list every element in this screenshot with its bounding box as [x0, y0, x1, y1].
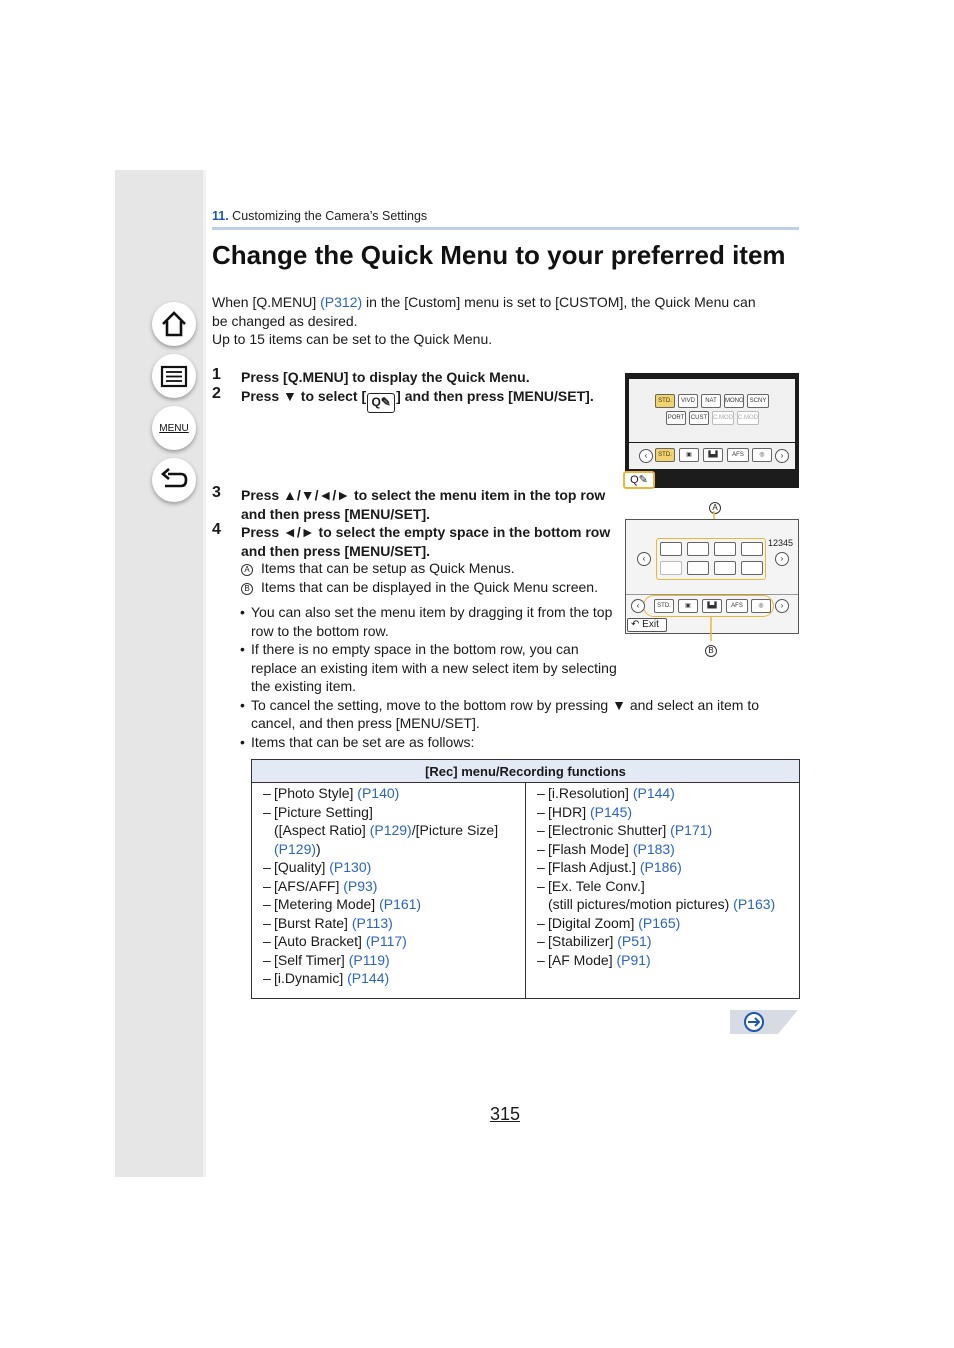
- dash-marker: –: [537, 822, 545, 838]
- page-link[interactable]: (P51): [617, 933, 652, 949]
- item-text: [Photo Style]: [274, 785, 358, 801]
- item-text: [Burst Rate]: [274, 914, 352, 931]
- list-icon: [159, 361, 189, 391]
- callout-marker: A: [709, 502, 721, 514]
- dash-marker: –: [263, 914, 271, 931]
- dash-marker: –: [537, 933, 545, 949]
- page-link[interactable]: (P117): [365, 933, 407, 949]
- list-item: [252, 951, 525, 970]
- screen-item: CUST: [689, 411, 709, 425]
- screen-item-icon: [714, 561, 736, 575]
- dash-marker: –: [263, 877, 271, 894]
- dash-marker: –: [537, 785, 545, 801]
- intro-paragraph: [212, 293, 802, 349]
- callout-marker: A: [241, 564, 253, 576]
- next-arrow-icon: [730, 1010, 798, 1034]
- menu-button[interactable]: [152, 406, 196, 450]
- step-text: Press [Q.MENU] to display the Quick Menu.: [241, 369, 530, 385]
- step-number: 1: [212, 366, 221, 383]
- page-link[interactable]: (P93): [343, 877, 378, 894]
- item-text: [Electronic Shutter]: [548, 822, 671, 838]
- breadcrumb: [212, 209, 427, 223]
- step-text-part: Press ▼ to select [: [241, 388, 367, 404]
- dash-marker: –: [537, 803, 545, 820]
- list-item: [252, 895, 525, 914]
- note-a: [241, 559, 515, 578]
- back-arrow-icon: [159, 465, 189, 495]
- next-page-button[interactable]: [730, 1010, 798, 1034]
- screen-item: ◎: [752, 448, 772, 462]
- dash-marker: –: [537, 877, 545, 894]
- item-text: [Flash Adjust.]: [548, 859, 640, 875]
- sidebar-divider: [203, 170, 206, 1177]
- dash-marker: –: [537, 859, 545, 875]
- screen-item: STD.: [654, 599, 674, 613]
- step-text: Press ▲/▼/◄/► to select the menu item in the top row and then press [MENU/SET].: [241, 487, 606, 522]
- step-text-part: ] and then press [MENU/SET].: [396, 388, 594, 404]
- list-item: [252, 858, 525, 877]
- screen-item: C.MOD: [737, 411, 759, 425]
- chevron-left-icon: ‹: [631, 599, 645, 613]
- dash-marker: –: [537, 840, 545, 857]
- page-link[interactable]: (P144): [347, 970, 390, 986]
- page-link[interactable]: (P129): [274, 840, 317, 857]
- page-link[interactable]: (P312): [320, 294, 363, 310]
- chapter-number: 11.: [212, 209, 229, 223]
- quick-menu-custom-icon: Q✎: [623, 471, 655, 489]
- contents-button[interactable]: [152, 354, 196, 398]
- back-button[interactable]: [152, 458, 196, 502]
- screen-item: VIVD: [678, 394, 698, 408]
- dash-marker: –: [537, 914, 545, 931]
- home-button[interactable]: [152, 302, 196, 346]
- dash-marker: –: [263, 859, 271, 875]
- step-number: 3: [212, 484, 221, 501]
- screen-item: STD.: [655, 448, 675, 462]
- page-link[interactable]: (P163): [733, 896, 776, 912]
- step-number: 2: [212, 385, 221, 402]
- list-item: [526, 858, 799, 877]
- list-item: [252, 877, 525, 896]
- item-text: (still pictures/motion pictures): [548, 896, 734, 912]
- quick-menu-custom-icon: Q✎: [367, 393, 395, 413]
- dash-marker: –: [263, 785, 271, 801]
- item-text: [HDR]: [548, 803, 590, 820]
- list-item: [526, 840, 799, 859]
- dash-marker: –: [263, 933, 271, 949]
- item-text: ([Aspect Ratio]: [274, 822, 370, 838]
- note-text: Items that can be displayed in the Quick Menu screen.: [261, 579, 598, 595]
- page-link[interactable]: (P129): [369, 822, 412, 838]
- list-item: [526, 803, 799, 822]
- camera-screen-1: [625, 373, 799, 488]
- page-number: 315: [490, 1104, 521, 1124]
- bullet-item: • If there is no empty space in the bottom row, you can replace an existing item with a new select item by selecting the existing item.: [240, 640, 620, 696]
- screen-item: AFS: [727, 448, 749, 462]
- dash-marker: –: [263, 803, 271, 820]
- item-text: [Digital Zoom]: [548, 914, 639, 931]
- list-item: [526, 951, 799, 970]
- page-link[interactable]: (P161): [379, 896, 422, 912]
- list-item: [252, 914, 525, 933]
- item-text: [Ex. Tele Conv.]: [548, 877, 645, 894]
- item-text: ): [316, 840, 321, 857]
- dash-marker: –: [263, 951, 271, 968]
- page-link[interactable]: (P144): [632, 785, 675, 801]
- screen-item: NAT: [701, 394, 721, 408]
- list-item: [252, 821, 525, 840]
- screen-item: ▙▟: [703, 448, 723, 462]
- exit-label: Exit: [642, 619, 659, 630]
- header-rule: [212, 227, 799, 230]
- screen-item: ◎: [751, 599, 771, 613]
- screen-item: ▣: [678, 599, 698, 613]
- step-text: Press ◄/► to select the empty space in the bottom row and then press [MENU/SET].: [241, 524, 611, 559]
- item-text: [Metering Mode]: [274, 896, 380, 912]
- chevron-right-icon: ›: [775, 449, 789, 463]
- screen-item: AFS: [726, 599, 748, 613]
- screen-item-icon: [660, 561, 682, 575]
- item-text: /[Picture Size]: [411, 822, 499, 838]
- screen-item: SCNY: [747, 394, 769, 408]
- list-item: [252, 840, 525, 859]
- screen-item: C.MOD: [712, 411, 734, 425]
- item-text: [AFS/AFF]: [274, 877, 344, 894]
- list-item: [252, 803, 525, 822]
- callout-marker: B: [705, 645, 717, 657]
- intro-text: in the [Custom] menu is set to [CUSTOM], the Quick Menu can: [362, 294, 756, 310]
- item-text: [i.Resolution]: [548, 785, 633, 801]
- page-link[interactable]: (P186): [639, 859, 682, 875]
- table-column-left: [252, 783, 526, 999]
- intro-text: Up to 15 items can be set to the Quick Menu.: [212, 331, 493, 347]
- intro-text: When [Q.MENU]: [212, 294, 321, 310]
- page-link[interactable]: (P130): [329, 859, 372, 875]
- screen-item-icon: [687, 542, 709, 556]
- dash-marker: –: [263, 896, 271, 912]
- intro-text: be changed as desired.: [212, 312, 358, 329]
- page-link[interactable]: (P165): [638, 914, 681, 931]
- screen-item: MONO: [724, 394, 744, 408]
- list-item: [526, 821, 799, 840]
- item-text: [Flash Mode]: [548, 840, 633, 857]
- page-link[interactable]: (P91): [616, 951, 651, 968]
- list-item: [252, 784, 525, 803]
- step-number: 4: [212, 521, 221, 538]
- screen-item-icon: [741, 542, 763, 556]
- item-text: [Quality]: [274, 859, 330, 875]
- callout-marker: B: [241, 583, 253, 595]
- chevron-left-icon: ‹: [639, 449, 653, 463]
- screen-item: ▙▟: [702, 599, 722, 613]
- list-item: [526, 895, 799, 914]
- callout-line: [709, 617, 713, 641]
- bullet-item: • You can also set the menu item by dragging it from the top row to the bottom row.: [240, 603, 620, 640]
- quick-menu-row: [629, 443, 795, 469]
- note-b: [241, 578, 598, 597]
- screen-item-icon: [741, 561, 763, 575]
- screen-item: PORT: [666, 411, 686, 425]
- item-text: [Self Timer]: [274, 951, 349, 968]
- list-item: [526, 932, 799, 951]
- page-indicator: 12345: [768, 538, 794, 548]
- dash-marker: –: [263, 970, 271, 986]
- page-link[interactable]: (P140): [357, 785, 400, 801]
- screen-item-icon: [687, 561, 709, 575]
- item-text: [i.Dynamic]: [274, 970, 348, 986]
- home-icon: [159, 309, 189, 339]
- list-item: [526, 914, 799, 933]
- menu-label: MENU: [159, 422, 189, 434]
- table-column-right: [526, 783, 800, 999]
- list-item: [526, 784, 799, 803]
- page-title: Change the Quick Menu to your preferred item: [212, 240, 786, 270]
- bullet-item: • To cancel the setting, move to the bottom row by pressing ▼ and select an item to cancel, and then press [MENU/SET].: [240, 696, 802, 733]
- table-header: [Rec] menu/Recording functions: [252, 760, 800, 783]
- item-text: [AF Mode]: [548, 951, 617, 968]
- photo-style-panel: [629, 379, 795, 442]
- list-item: [252, 932, 525, 951]
- screen-item: ▣: [679, 448, 699, 462]
- screen-item-icon: [714, 542, 736, 556]
- recording-functions-table: [251, 759, 800, 999]
- list-item: [526, 877, 799, 896]
- exit-button: ↶ Exit: [627, 618, 667, 632]
- page-link[interactable]: (P119): [348, 951, 390, 968]
- screen-item: STD.: [655, 394, 675, 408]
- chevron-right-icon: ›: [775, 552, 789, 566]
- chevron-right-icon: ›: [775, 599, 789, 613]
- callout-b: [705, 641, 717, 659]
- page-link[interactable]: (P183): [632, 840, 675, 857]
- list-item: [252, 969, 525, 988]
- page-link[interactable]: (P171): [670, 822, 713, 838]
- note-text: Items that can be setup as Quick Menus.: [261, 560, 515, 576]
- dash-marker: –: [537, 951, 545, 968]
- chevron-left-icon: ‹: [637, 552, 651, 566]
- item-text: [Auto Bracket]: [274, 933, 366, 949]
- step-text: [241, 387, 611, 413]
- page-link[interactable]: (P145): [590, 803, 633, 820]
- selectable-items-highlight: [656, 538, 766, 580]
- bullet-item: • Items that can be set are as follows:: [240, 733, 802, 752]
- page-link[interactable]: (P113): [351, 914, 393, 931]
- item-text: [Picture Setting]: [274, 803, 373, 820]
- chapter-title: Customizing the Camera’s Settings: [232, 209, 428, 223]
- item-text: [Stabilizer]: [548, 933, 618, 949]
- screen-item-icon: [660, 542, 682, 556]
